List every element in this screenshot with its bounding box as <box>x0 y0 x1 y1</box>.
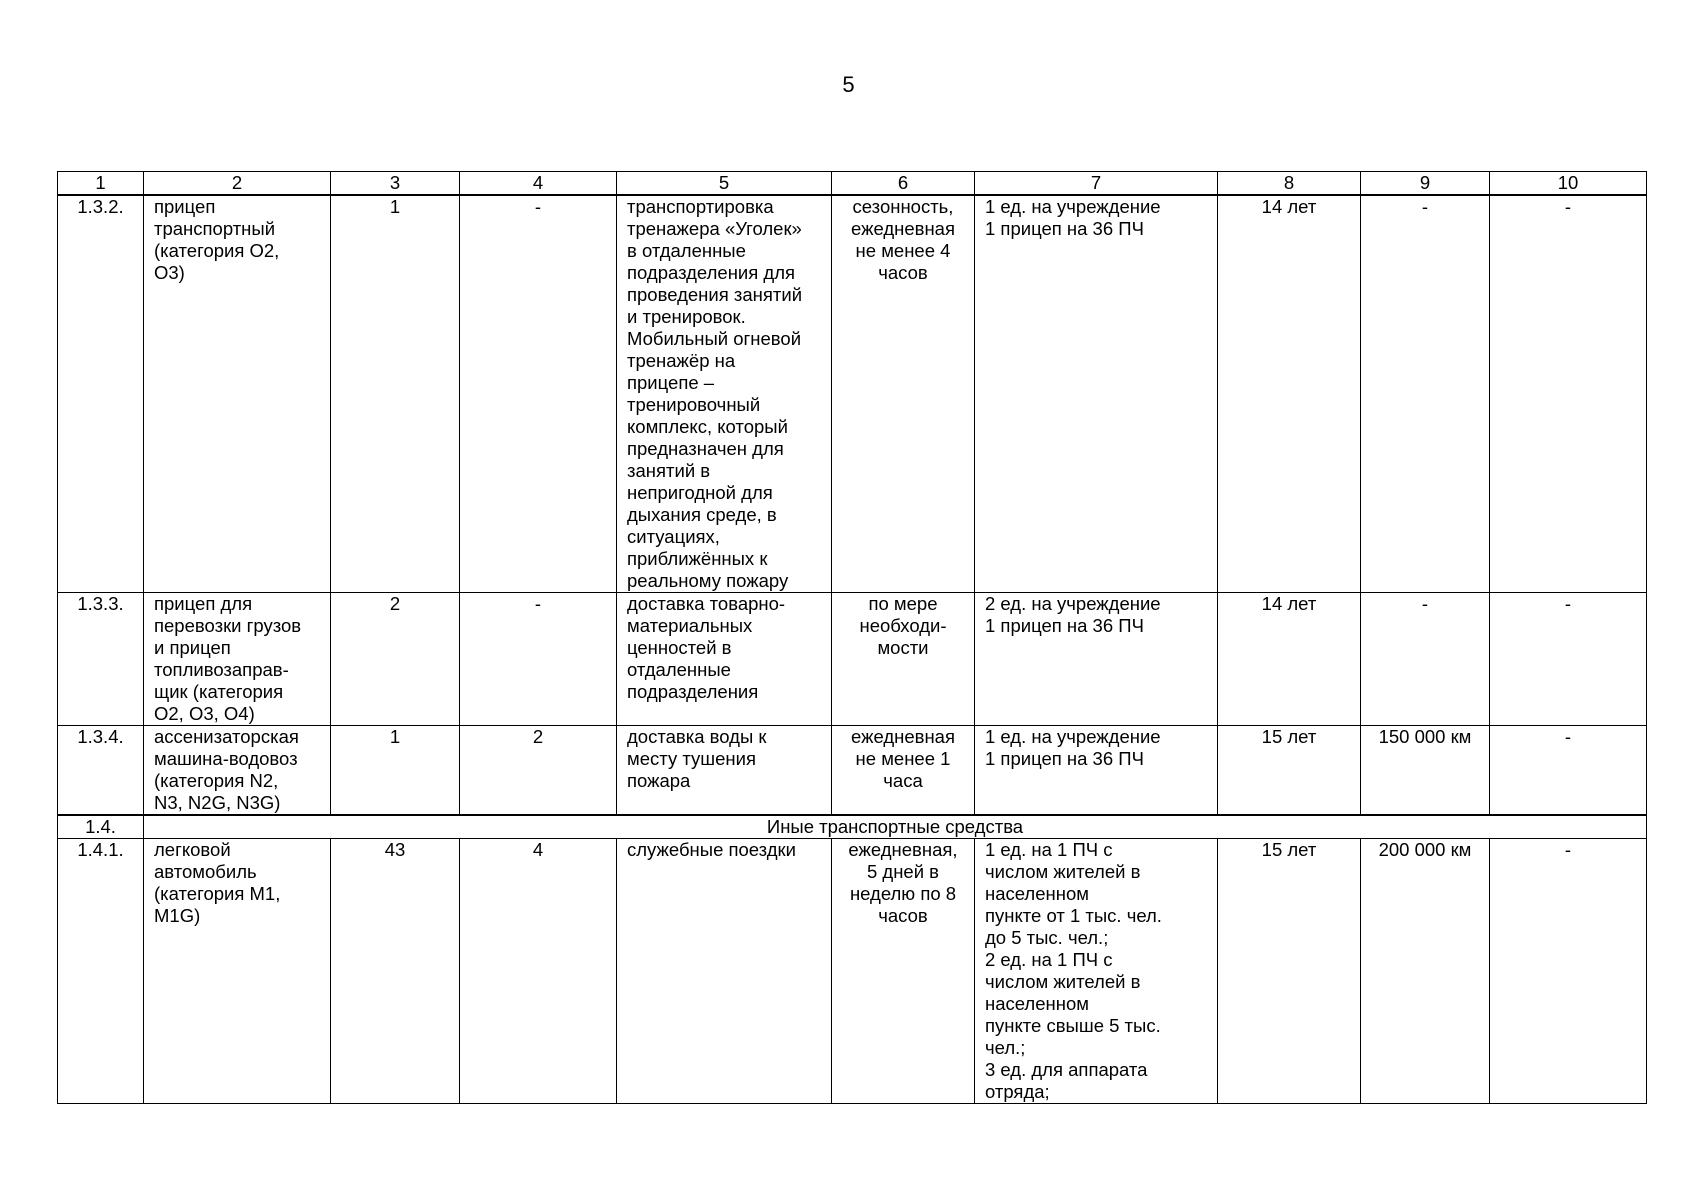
row-number: 1.3.3. <box>58 593 144 726</box>
service-term: 15 лет <box>1218 726 1361 816</box>
cell-col3: 1 <box>331 195 460 593</box>
cell-col10: - <box>1490 726 1647 816</box>
allocation-norm: 1 ед. на учреждение 1 прицеп на 36 ПЧ <box>975 195 1218 593</box>
cell-col10: - <box>1490 593 1647 726</box>
vehicle-name: ассенизаторская машина-водовоз (категория N2, N3, N2G, N3G) <box>144 726 331 816</box>
table-row <box>58 726 1647 816</box>
column-header: 7 <box>975 172 1218 196</box>
section-row <box>58 815 1647 839</box>
mileage: 200 000 км <box>1361 839 1490 1104</box>
vehicle-name: прицеп транспортный (категория О2, О3) <box>144 195 331 593</box>
vehicle-name: прицеп для перевозки грузов и прицеп топливозаправ- щик (категория О2, О3, О4) <box>144 593 331 726</box>
table-row <box>58 839 1647 1104</box>
column-header: 2 <box>144 172 331 196</box>
column-header: 4 <box>460 172 617 196</box>
cell-col3: 1 <box>331 726 460 816</box>
column-header: 8 <box>1218 172 1361 196</box>
table-row <box>58 195 1647 593</box>
row-number: 1.4.1. <box>58 839 144 1104</box>
page-number: 5 <box>842 72 855 97</box>
section-title: Иные транспортные средства <box>144 815 1647 839</box>
allocation-norm: 1 ед. на 1 ПЧ с числом жителей в населенном пункте от 1 тыс. чел. до 5 тыс. чел.; 2 ед. на 1 ПЧ с числом жителей в населенном пункте свыше 5 тыс. чел.; 3 ед. для аппарата отряда; <box>975 839 1218 1104</box>
column-header: 6 <box>832 172 975 196</box>
row-number: 1.3.2. <box>58 195 144 593</box>
table-row <box>58 593 1647 726</box>
usage-mode: сезонность, ежедневная не менее 4 часов <box>832 195 975 593</box>
column-header: 1 <box>58 172 144 196</box>
service-term: 14 лет <box>1218 195 1361 593</box>
mileage: - <box>1361 195 1490 593</box>
mileage: 150 000 км <box>1361 726 1490 816</box>
vehicle-purpose: доставка товарно- материальных ценностей в отдаленные подразделения <box>617 593 832 726</box>
cell-col3: 2 <box>331 593 460 726</box>
cell-col10: - <box>1490 195 1647 593</box>
section-number: 1.4. <box>58 815 144 839</box>
cell-col4: 4 <box>460 839 617 1104</box>
row-number: 1.3.4. <box>58 726 144 816</box>
cell-col4: - <box>460 593 617 726</box>
service-term: 14 лет <box>1218 593 1361 726</box>
column-header: 9 <box>1361 172 1490 196</box>
vehicle-purpose: доставка воды к месту тушения пожара <box>617 726 832 816</box>
column-header: 5 <box>617 172 832 196</box>
service-term: 15 лет <box>1218 839 1361 1104</box>
cell-col3: 43 <box>331 839 460 1104</box>
vehicle-purpose: транспортировка тренажера «Уголек» в отдаленные подразделения для проведения занятий и тренировок. Мобильный огневой тренажёр на прицепе – тренировочный комплекс, который предназначен для занятий в непригодной для дыхания среде, в ситуациях, приближённых к реальному пожару <box>617 195 832 593</box>
column-header: 10 <box>1490 172 1647 196</box>
allocation-norm: 1 ед. на учреждение 1 прицеп на 36 ПЧ <box>975 726 1218 816</box>
column-header: 3 <box>331 172 460 196</box>
cell-col4: 2 <box>460 726 617 816</box>
cell-col4: - <box>460 195 617 593</box>
usage-mode: ежедневная, 5 дней в неделю по 8 часов <box>832 839 975 1104</box>
table-header-row <box>58 172 1647 196</box>
usage-mode: по мере необходи- мости <box>832 593 975 726</box>
vehicle-norms-table <box>57 171 1647 1104</box>
usage-mode: ежедневная не менее 1 часа <box>832 726 975 816</box>
vehicle-purpose: служебные поездки <box>617 839 832 1104</box>
mileage: - <box>1361 593 1490 726</box>
cell-col10: - <box>1490 839 1647 1104</box>
vehicle-name: легковой автомобиль (категория М1, М1G) <box>144 839 331 1104</box>
allocation-norm: 2 ед. на учреждение 1 прицеп на 36 ПЧ <box>975 593 1218 726</box>
